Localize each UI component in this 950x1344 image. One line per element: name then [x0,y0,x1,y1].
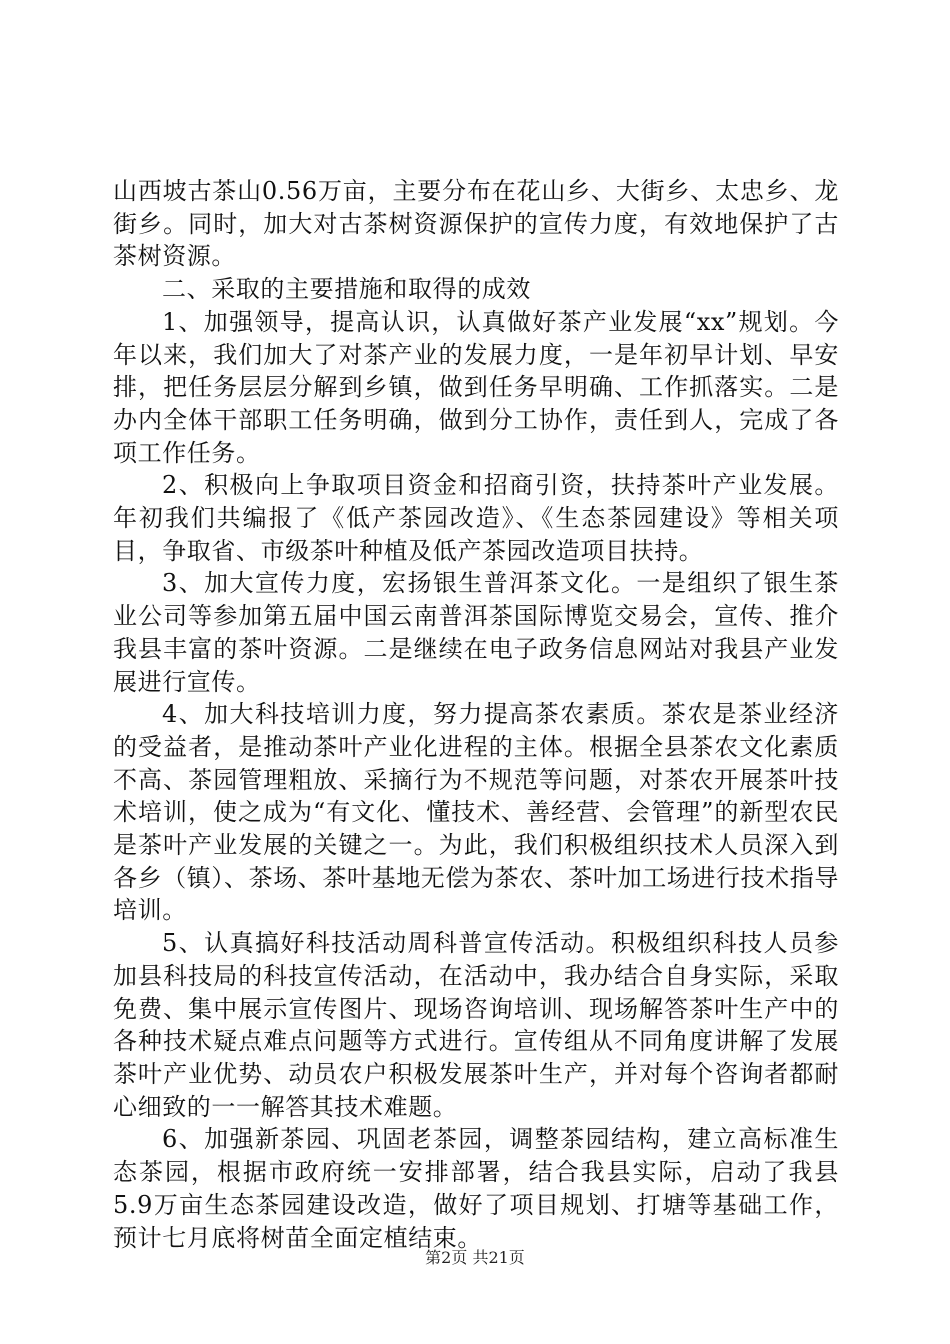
paragraph-2: 2、积极向上争取项目资金和招商引资，扶持茶叶产业发展。年初我们共编报了《低产茶园改造》、《生态茶园建设》等相关项目，争取省、市级茶叶种植及低产茶园改造项目扶持。 [113,471,839,565]
paragraph-3: 3、加大宣传力度，宏扬银生普洱茶文化。一是组织了银生茶业公司等参加第五届中国云南普洱茶国际博览交易会，宣传、推介我县丰富的茶叶资源。二是继续在电子政务信息网站对我县产业发展进行宣传。 [113,569,839,696]
paragraph-continuation: 山西坡古茶山0.56万亩，主要分布在花山乡、大街乡、太忠乡、龙街乡。同时，加大对古茶树资源保护的宣传力度，有效地保护了古茶树资源。 [113,177,839,271]
paragraph-5: 5、认真搞好科技活动周科普宣传活动。积极组织科技人员参加县科技局的科技宣传活动，在活动中，我办结合自身实际，采取免费、集中展示宣传图片、现场咨询培训、现场解答茶叶生产中的各种技术疑点难点问题等方式进行。宣传组从不同角度讲解了发展茶叶产业优势、动员农户积极发展茶叶生产，并对每个咨询者都耐心细致的一一解答其技术难题。 [113,929,839,1121]
paragraph-4: 4、加大科技培训力度，努力提高茶农素质。茶农是茶业经济的受益者，是推动茶叶产业化进程的主体。根据全县茶农文化素质不高、茶园管理粗放、采摘行为不规范等问题，对茶农开展茶叶技术培训，使之成为“有文化、懂技术、善经营、会管理”的新型农民是茶叶产业发展的关键之一。为此，我们积极组织技术人员深入到各乡（镇）、茶场、茶叶基地无偿为茶农、茶叶加工场进行技术指导培训。 [113,700,839,925]
section-heading: 二、采取的主要措施和取得的成效 [162,275,531,304]
paragraph-6: 6、加强新茶园、巩固老茶园，调整茶园结构，建立高标准生态茶园，根据市政府统一安排部署，结合我县实际，启动了我县5.9万亩生态茶园建设改造，做好了项目规划、打塘等基础工作，预计七月底将树苗全面定植结束。 [113,1125,839,1252]
paragraph-1: 1、加强领导，提高认识，认真做好茶产业发展“xx”规划。今年以来，我们加大了对茶产业的发展力度，一是年初早计划、早安排，把任务层层分解到乡镇，做到任务早明确、工作抓落实。二是办内全体干部职工任务明确，做到分工协作，责任到人，完成了各项工作任务。 [113,307,839,467]
document-body [113,175,839,1254]
page-number-footer: 第2页 共21页 [425,1248,525,1267]
